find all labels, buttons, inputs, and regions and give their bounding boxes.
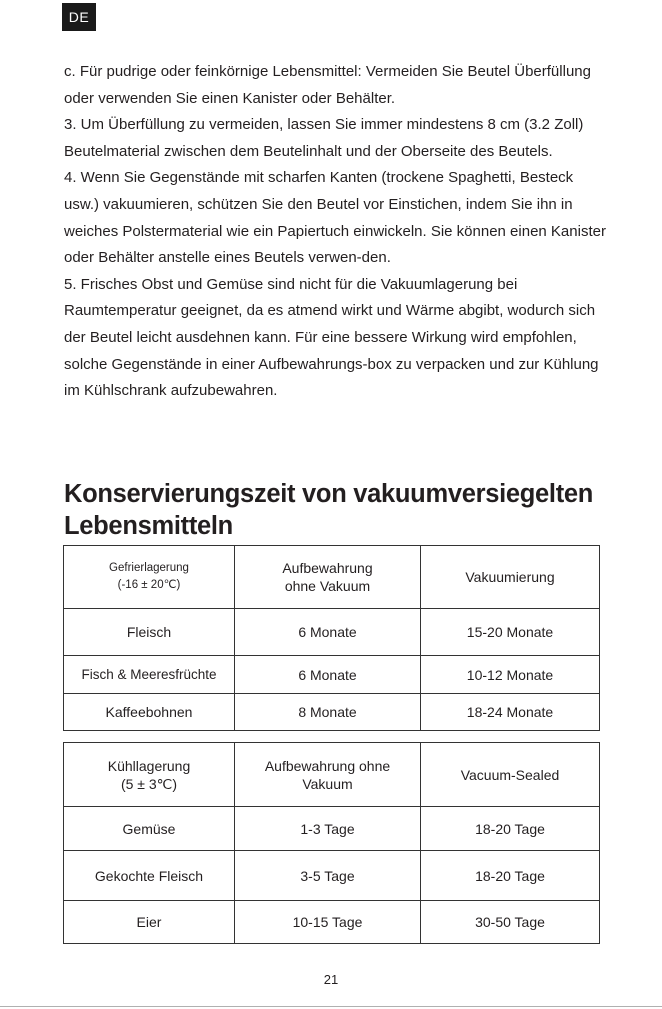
without-vacuum-cell: 6 Monate [235,609,421,656]
item-cell: Kaffeebohnen [64,694,235,731]
table-header-row [64,743,600,807]
without-vacuum-cell: 1-3 Tage [235,807,421,851]
vacuum-cell: 15-20 Monate [421,609,600,656]
header-fridge-temperature: (5 ± 3℃) [120,775,178,792]
header-freezer-storage [64,546,235,609]
item-cell: Gekochte Fleisch [64,851,235,901]
header-fridge-label: Kühllagerung [107,757,191,774]
item-cell: Fleisch [64,609,235,656]
page-bottom-divider [0,1006,662,1007]
table-row [64,851,600,901]
item-cell: Gemüse [64,807,235,851]
vacuum-cell: 10-12 Monate [421,656,600,694]
item-cell: Fisch & Meeresfrüchte [64,656,235,694]
header-vacuum-sealed: Vacuum-Sealed [421,743,600,807]
table-row [64,656,600,694]
paragraph-sharp-edges: 4. Wenn Sie Gegenstände mit scharfen Kanten (trockene Spaghetti, Besteck usw.) vakuumieren, schützen Sie den Beutel vor Einstichen, indem Sie ihn in weiches Polstermaterial wie ein Papiertuch einwickeln. Sie können einen Kanister oder Behälter anstelle eines Beutels verwen-den. [64,169,606,267]
header-freezer-label: Gefrierlagerung [109,562,189,574]
header-freezer-temperature: (-16 ± 20℃) [117,579,181,591]
section-title: Konservierungszeit von vakuumversiegelten Lebensmitteln [64,480,594,540]
without-vacuum-cell: 10-15 Tage [235,901,421,944]
header-without-vacuum-line2: Vakuum [302,775,353,792]
without-vacuum-cell: 6 Monate [235,656,421,694]
table-row [64,901,600,944]
header-fridge-storage [64,743,235,807]
vacuum-cell: 18-20 Tage [421,851,600,901]
body-text [64,59,609,405]
paragraph-fresh-produce: 5. Frisches Obst und Gemüse sind nicht für die Vakuumlagerung bei Raumtemperatur geeignet, da es atmend wirkt und Wärme abgibt, wodurch sich der Beutel leicht ausdehnen kann. Für eine bessere Wirkung wird empfohlen, solche Gegenstände in einer Aufbewahrungs-box zu verpacken und zur Kühlung im Kühlschrank aufzubewahren. [64,275,599,400]
paragraph-overfilling: 3. Um Überfüllung zu vermeiden, lassen Sie immer mindestens 8 cm (3.2 Zoll) Beutelmaterial zwischen dem Beutelinhalt und der Oberseite des Beutels. [64,116,584,160]
item-cell: Eier [64,901,235,944]
table-header-row [64,546,600,609]
table-row [64,694,600,731]
header-without-vacuum [235,546,421,609]
without-vacuum-cell: 8 Monate [235,694,421,731]
header-without-vacuum-line1: Aufbewahrung ohne [264,757,391,774]
table-row [64,609,600,656]
freezer-storage-table [63,545,600,731]
vacuum-cell: 18-24 Monate [421,694,600,731]
header-without-vacuum [235,743,421,807]
without-vacuum-cell: 3-5 Tage [235,851,421,901]
table-row [64,807,600,851]
vacuum-cell: 18-20 Tage [421,807,600,851]
fridge-storage-table [63,742,600,944]
language-badge: DE [62,3,96,31]
vacuum-cell: 30-50 Tage [421,901,600,944]
header-without-vacuum-line2: ohne Vakuum [284,578,371,594]
page-number: 21 [323,972,339,987]
header-vacuum: Vakuumierung [421,546,600,609]
paragraph-powder-foods: c. Für pudrige oder feinkörnige Lebensmittel: Vermeiden Sie Beutel Überfüllung oder verwenden Sie einen Kanister oder Behälter. [64,63,591,107]
header-without-vacuum-line1: Aufbewahrung [282,560,373,576]
